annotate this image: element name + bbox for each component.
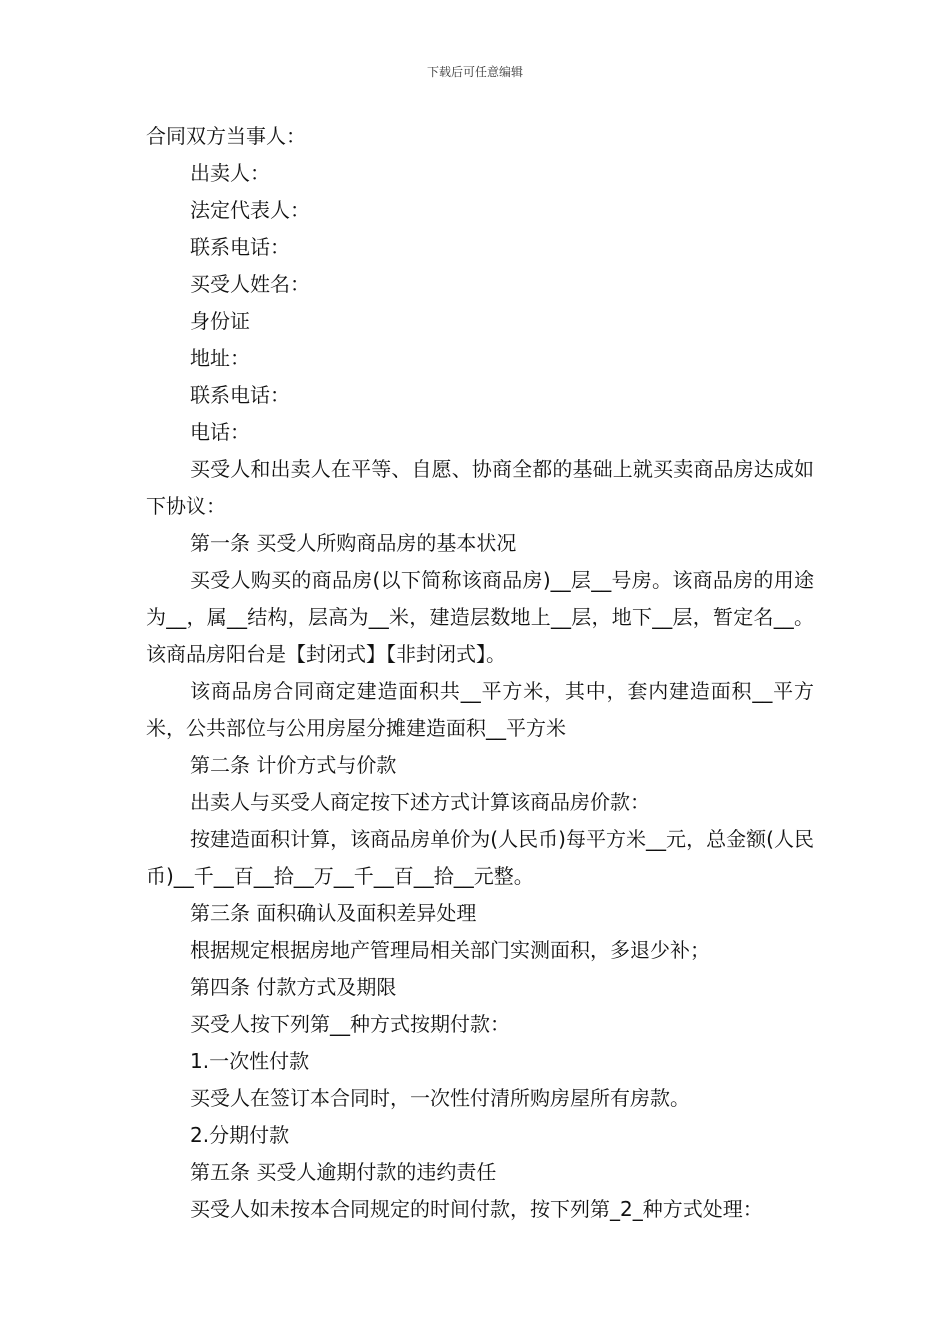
article-1-property-details: 买受人购买的商品房(以下简称该商品房)__层__号房。该商品房的用途为__，属__结构，层高为__米，建造层数地上__层，地下__层，暂定名__。该商品房阳台是【封闭式】【非封闭式】。 [146,568,814,666]
payment-option-1-details: 买受人在签订本合同时，一次性付清所购房屋所有房款。 [190,1086,690,1110]
article-2-intro: 出卖人与买受人商定按下述方式计算该商品房价款： [190,790,650,814]
article-4-intro: 买受人按下列第__种方式按期付款： [190,1012,510,1036]
article-3-heading: 第三条 面积确认及面积差异处理 [190,901,477,925]
article-1-heading: 第一条 买受人所购商品房的基本状况 [190,531,517,555]
payment-option-1: 1.一次性付款 [190,1049,310,1073]
id-card-field: 身份证 [190,309,250,333]
article-2-price-details: 按建造面积计算，该商品房单价为(人民币)每平方米__元，总金额(人民币)__千__百__拾__万__千__百__拾__元整。 [146,827,814,888]
telephone-field: 电话： [190,420,250,444]
legal-representative-field: 法定代表人： [190,198,310,222]
page-header [0,64,950,80]
article-2-heading: 第二条 计价方式与价款 [190,753,397,777]
article-4-heading: 第四条 付款方式及期限 [190,975,397,999]
address-field: 地址： [190,346,250,370]
agreement-intro: 买受人和出卖人在平等、自愿、协商全都的基础上就买卖商品房达成如下协议： [146,457,814,518]
parties-heading: 合同双方当事人： [146,124,306,148]
article-5-heading: 第五条 买受人逾期付款的违约责任 [190,1160,497,1184]
seller-field: 出卖人： [190,161,270,185]
buyer-phone-field: 联系电话： [190,383,290,407]
seller-phone-field: 联系电话： [190,235,290,259]
article-5-details: 买受人如未按本合同规定的时间付款，按下列第_2_种方式处理： [190,1197,763,1221]
payment-option-2: 2.分期付款 [190,1123,290,1147]
article-3-details: 根据规定根据房地产管理局相关部门实测面积，多退少补； [190,938,710,962]
header-note: 下载后可任意编辑 [426,65,523,79]
buyer-name-field: 买受人姓名： [190,272,310,296]
contract-body [146,118,814,1228]
article-1-area-details: 该商品房合同商定建造面积共__平方米，其中，套内建造面积__平方米，公共部位与公用房屋分摊建造面积__平方米 [146,679,814,740]
